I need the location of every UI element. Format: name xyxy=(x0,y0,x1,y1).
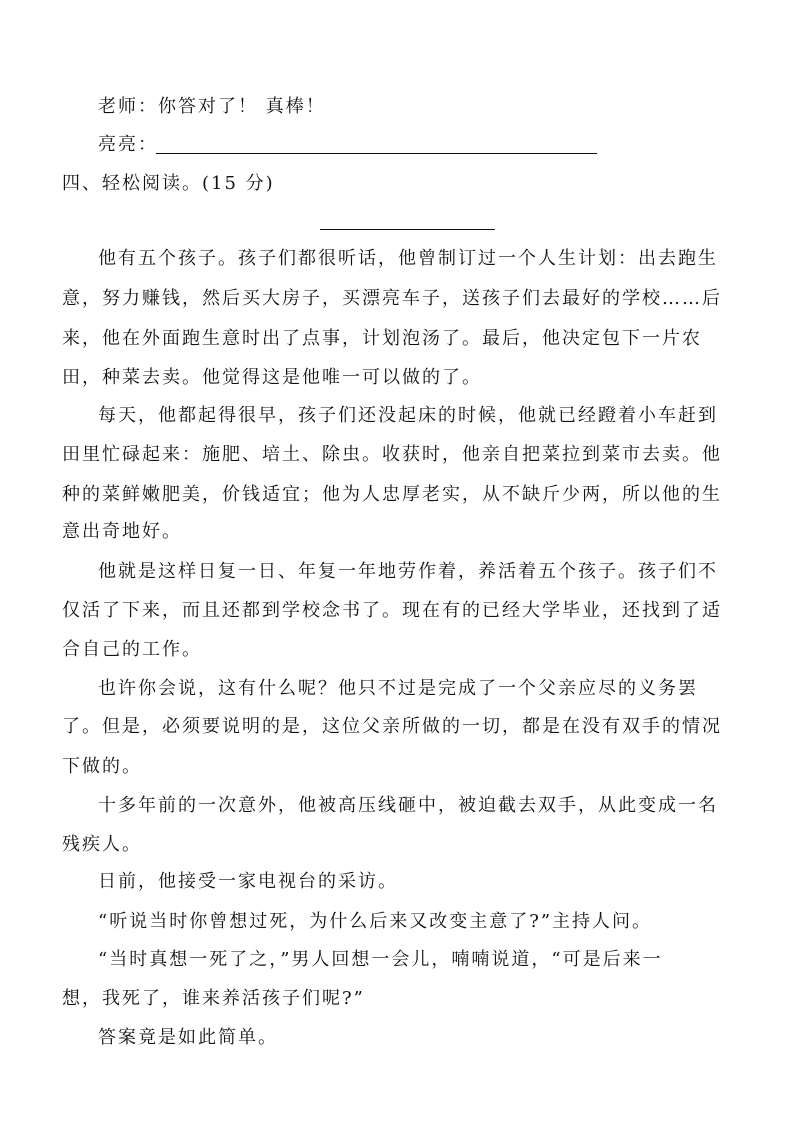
passage-line: “当时真想一死了之，”男人回想一会儿，喃喃说道，“可是后来一 xyxy=(98,949,663,970)
teacher-line: 老师：你答对了！ 真棒！ xyxy=(98,96,326,117)
passage-line: 来，他在外面跑生意时出了点事，计划泡汤了。最后，他决定包下一片农 xyxy=(62,328,702,349)
passage-line: 意，努力赚钱，然后买大房子，买漂亮车子，送孩子们去最好的学校……后 xyxy=(62,288,722,309)
passage-line: 答案竟是如此简单。 xyxy=(98,1027,278,1048)
passage-line: 了。但是，必须要说明的是，这位父亲所做的一切，都是在没有双手的情况 xyxy=(62,716,722,737)
passage-line: 想，我死了，谁来养活孩子们呢?” xyxy=(62,988,365,1009)
passage-line: 残疾人。 xyxy=(62,834,142,855)
passage-line: “听说当时你曾想过死，为什么后来又改变主意了?”主持人问。 xyxy=(98,911,653,932)
passage-line: 日前，他接受一家电视台的采访。 xyxy=(98,871,398,892)
answer-blank[interactable] xyxy=(156,153,597,154)
passage-line: 也许你会说，这有什么呢？他只不过是完成了一个父亲应尽的义务罢 xyxy=(98,678,698,699)
passage-line: 田里忙碌起来：施肥、培土、除虫。收获时，他亲自把菜拉到菜市去卖。他 xyxy=(62,444,722,465)
passage-line: 他就是这样日复一日、年复一年地劳作着，养活着五个孩子。孩子们不 xyxy=(98,561,718,582)
passage-line: 他有五个孩子。孩子们都很听话，他曾制订过一个人生计划：出去跑生 xyxy=(98,248,718,269)
passage-line: 田，种菜去卖。他觉得这是他唯一可以做的了。 xyxy=(62,367,482,388)
section-heading: 四、轻松阅读。(15 分) xyxy=(62,173,275,194)
title-blank[interactable] xyxy=(320,229,495,230)
passage-line: 仅活了下来，而且还都到学校念书了。现在有的已经大学毕业，还找到了适 xyxy=(62,600,722,621)
passage-line: 十多年前的一次意外，他被高压线砸中，被迫截去双手，从此变成一名 xyxy=(98,795,718,816)
passage-line: 每天，他都起得很早，孩子们还没起床的时候，他就已经蹬着小车赶到 xyxy=(98,405,718,426)
passage-line: 种的菜鲜嫩肥美，价钱适宜；他为人忠厚老实，从不缺斤少两，所以他的生 xyxy=(62,484,722,505)
passage-line: 合自己的工作。 xyxy=(62,639,202,660)
liangliang-label: 亮亮： xyxy=(98,134,158,155)
passage-line: 下做的。 xyxy=(62,756,142,777)
passage-line: 意出奇地好。 xyxy=(62,521,182,542)
